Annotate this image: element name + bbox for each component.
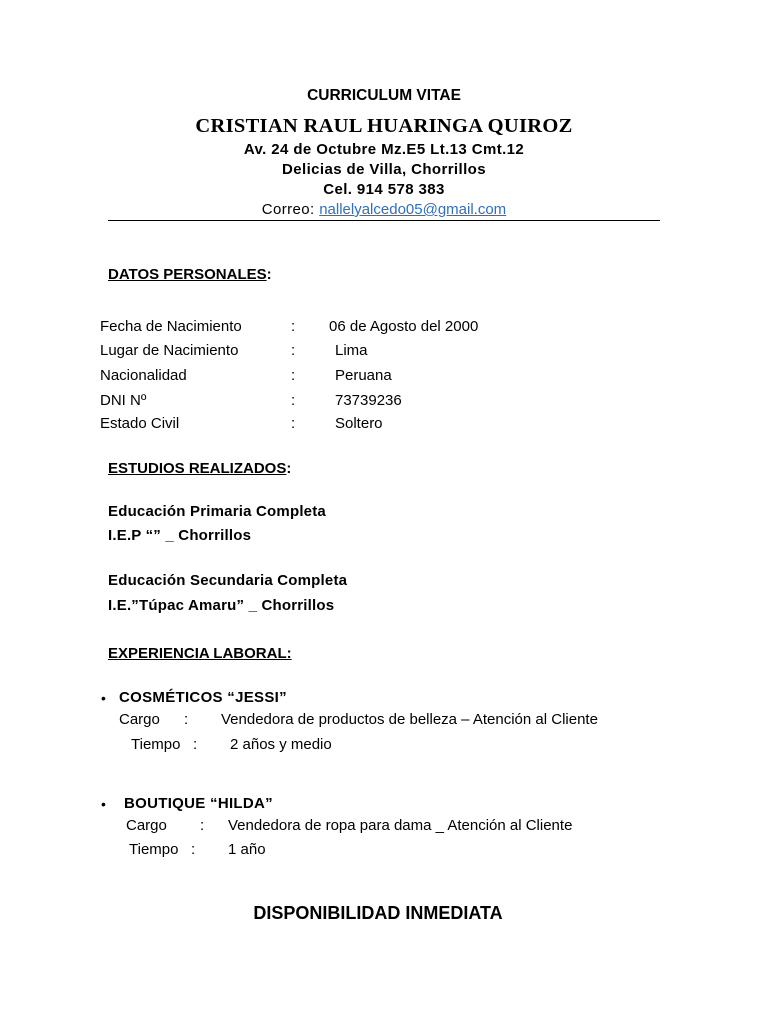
study-level-secondary: Educación Secundaria Completa: [108, 572, 348, 589]
address-line-1: Av. 24 de Octubre Mz.E5 Lt.13 Cmt.12: [243, 141, 525, 158]
section-title-colon: :: [266, 266, 272, 283]
job-tiempo-label: Tiempo: [131, 736, 181, 753]
personal-value: 06 de Agosto del 2000: [329, 318, 479, 335]
personal-label: Fecha de Nacimiento: [100, 318, 242, 335]
job-cargo-value: Vendedora de productos de belleza – Atención al Cliente: [221, 711, 598, 728]
section-title-text: DATOS PERSONALES: [108, 266, 267, 283]
job-tiempo-separator: :: [191, 841, 196, 858]
job-tiempo-label: Tiempo: [129, 841, 179, 858]
bullet-icon: •: [101, 690, 106, 706]
job-tiempo-value: 2 años y medio: [230, 736, 332, 753]
personal-label: DNI Nº: [100, 392, 147, 409]
personal-value: 73739236: [335, 392, 402, 409]
section-title-experience: [108, 645, 292, 662]
personal-separator: :: [291, 367, 296, 384]
section-title-studies: [108, 460, 291, 477]
bullet-icon: •: [101, 796, 106, 812]
section-title-text: EXPERIENCIA LABORAL:: [108, 645, 292, 662]
personal-label: Lugar de Nacimiento: [100, 342, 239, 359]
personal-value: Lima: [335, 342, 368, 359]
email-line: [0, 201, 768, 218]
section-title-colon: :: [286, 460, 292, 477]
job-cargo-label: Cargo: [126, 817, 167, 834]
personal-separator: :: [291, 342, 296, 359]
study-level-primary: Educación Primaria Completa: [108, 503, 326, 520]
study-school-secondary: I.E.”Túpac Amaru” _ Chorrillos: [108, 597, 335, 614]
phone-number: Cel. 914 578 383: [323, 181, 445, 198]
availability-statement: DISPONIBILIDAD INMEDIATA: [253, 903, 503, 923]
job-tiempo-value: 1 año: [228, 841, 266, 858]
personal-separator: :: [291, 392, 296, 409]
personal-value: Peruana: [335, 367, 392, 384]
job-cargo-value: Vendedora de ropa para dama _ Atención al Cliente: [228, 817, 573, 834]
job-company: COSMÉTICOS “JESSI”: [119, 689, 287, 706]
email-label: Correo:: [261, 201, 320, 218]
personal-label: Nacionalidad: [100, 367, 187, 384]
address-line-2: Delicias de Villa, Chorrillos: [282, 161, 486, 178]
job-cargo-separator: :: [200, 817, 205, 834]
personal-value: Soltero: [335, 415, 383, 432]
email-link[interactable]: nallelyalcedo05@gmail.com: [319, 201, 507, 218]
section-title-personal-data: [108, 266, 272, 283]
personal-separator: :: [291, 318, 296, 335]
study-school-primary: I.E.P “” _ Chorrillos: [108, 527, 252, 544]
job-cargo-label: Cargo: [119, 711, 160, 728]
personal-separator: :: [291, 415, 296, 432]
header-divider: [108, 220, 660, 221]
document-type-heading: CURRICULUM VITAE: [307, 87, 461, 104]
job-cargo-separator: :: [184, 711, 189, 728]
personal-label: Estado Civil: [100, 415, 180, 432]
job-tiempo-separator: :: [193, 736, 198, 753]
section-title-text: ESTUDIOS REALIZADOS: [108, 460, 287, 477]
job-company: BOUTIQUE “HILDA”: [124, 795, 273, 812]
candidate-name: CRISTIAN RAUL HUARINGA QUIROZ: [195, 115, 573, 137]
